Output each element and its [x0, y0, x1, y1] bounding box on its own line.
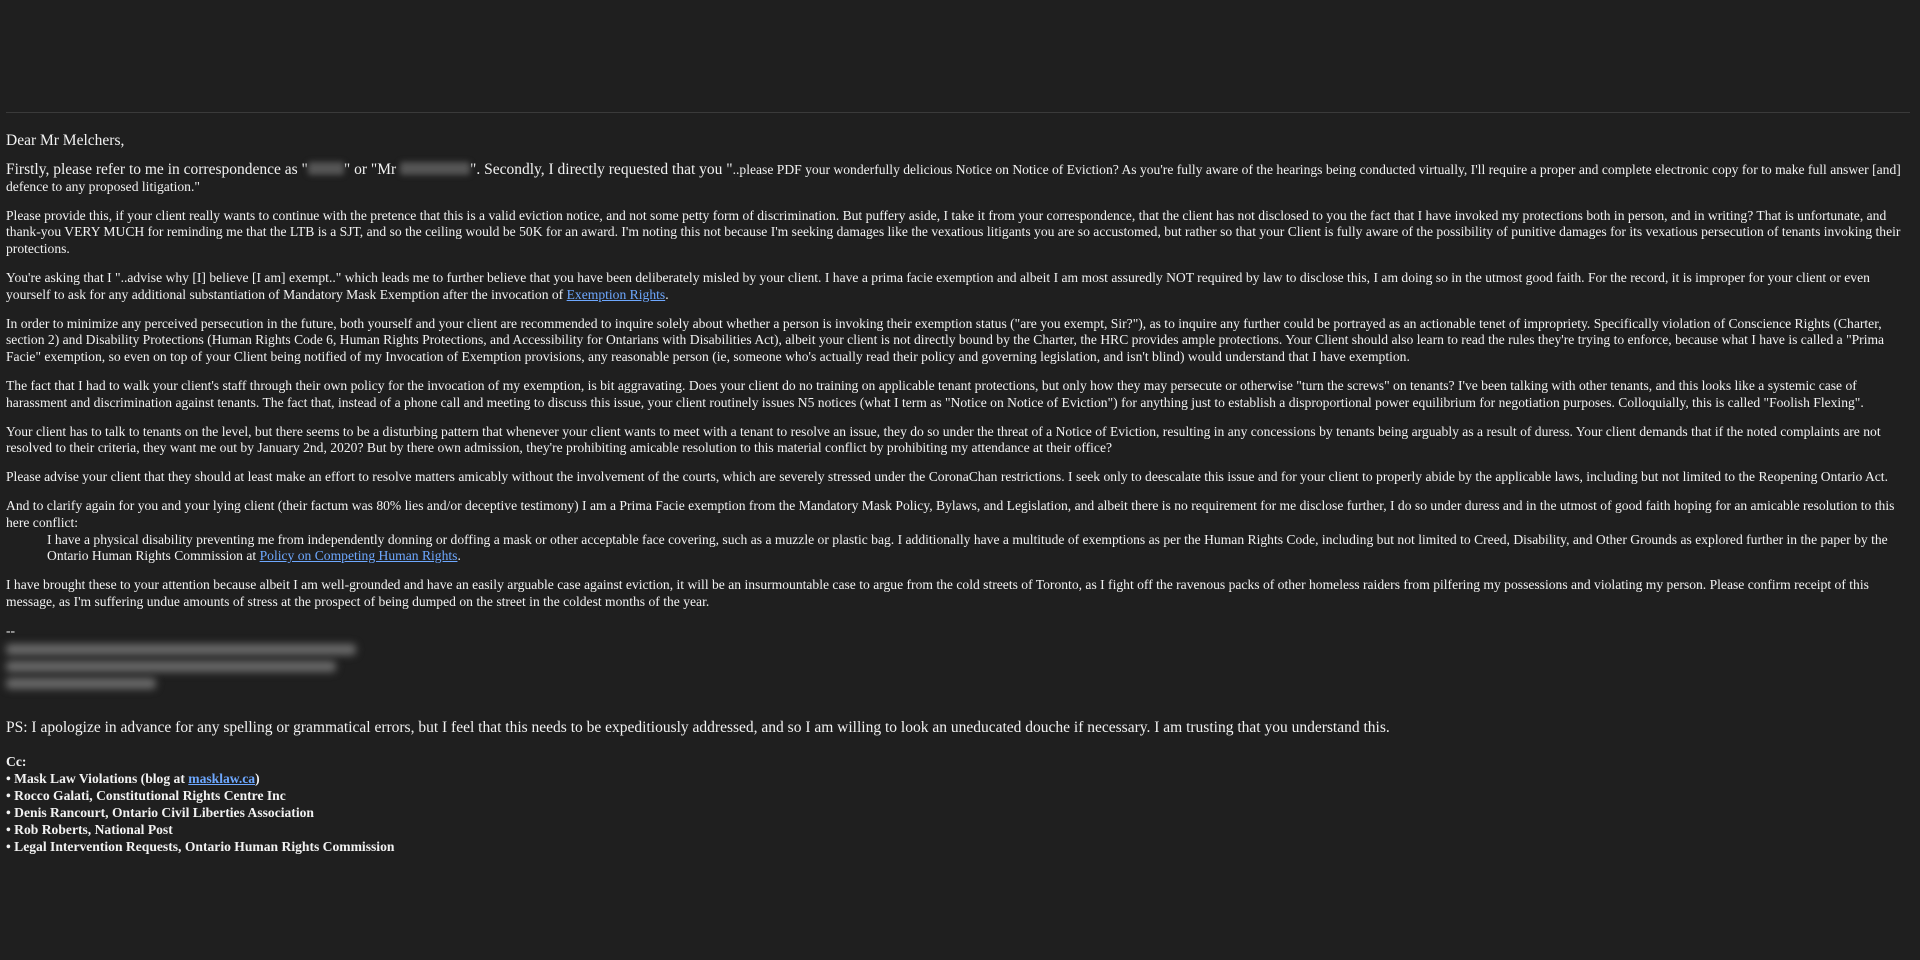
header-area: [0, 0, 1920, 112]
redacted-name: [308, 162, 344, 175]
paragraph-1: Firstly, please refer to me in correspondence as " " or "Mr ". Secondly, I directly requested that you "..please PDF your wonderfully delicious Notice on Notice of Eviction? As you're fully aware of the hearings being conducted virtually, I'll require a proper and complete electronic copy for to make full answer [and] defence to any proposed litigation.": [6, 161, 1901, 194]
postscript: PS: I apologize in advance for any spelling or grammatical errors, but I feel that this needs to be expeditiously addressed, and so I am willing to look an uneducated douche if necessary. I am trusting that you understand this.: [6, 718, 1390, 736]
email-body: [6, 132, 1910, 855]
competing-human-rights-link[interactable]: Policy on Competing Human Rights: [259, 548, 458, 564]
cc-list: [6, 753, 1910, 855]
paragraph-5: The fact that I had to walk your client's staff through their own policy for the invocation of my exemption, is bit aggravating. Does your client do no training on applicable tenant protections, but only how they may persecute or otherwise "turn the screws" on tenants? I've been talking with other tenants, and this looks like a systemic case of harassment and discrimination against tenants. The fact that, instead of a phone call and meeting to discuss this issue, your client routinely issues N5 notices (what I term as "Notice on Notice of Eviction") for anything just to establish a disproportional power equilibrium for negotiation purposes. Colloquially, this is called "Foolish Flexing".: [6, 377, 1864, 410]
signature-separator: --: [6, 622, 16, 638]
cc-item: • Denis Rancourt, Ontario Civil Liberties Association: [6, 804, 314, 820]
paragraph-8-indented: I have a physical disability preventing me from independently donning or doffing a mask or other acceptable face covering, such as a muzzle or plastic bag. I additionally have a multitude of exemptions as per the Human Rights Code, including but not limited to Creed, Disability, and Other Grounds as explored further in the paper by the Ontario Human Rights Commission at Policy on Competing Human Rights.: [47, 531, 1888, 564]
masklaw-link[interactable]: masklaw.ca: [188, 770, 256, 786]
paragraph-8: And to clarify again for you and your lying client (their factum was 80% lies and/or deceptive testimony) I am a Prima Facie exemption from the Mandatory Mask Policy, Bylaws, and Legislation, and albeit there is no requirement for me disclose further, I do so under duress and in the utmost of good faith hoping for an amicable resolution to this here conflict:: [6, 497, 1895, 530]
paragraph-4: In order to minimize any perceived persecution in the future, both yourself and your client are recommended to inquire solely about whether a person is invoking their exemption status ("are you exempt, Sir?"), as to inquire any further could be portrayed as an actionable tenet of impropriety. Specifically violation of Conscience Rights (Charter, section 2) and Disability Protections (Human Rights Code 6, Human Rights Protections, and Accessibility for Ontarians with Disabilities Act), albeit your client is not directly bound by the Charter, the HRC provides ample protections. Your Client should also learn to read the rules they're trying to enforce, because what I have is called a "Prima Facie" exemption, so even on top of your Client being notified of my Invocation of Exemption provisions, any reasonable person (ie, someone who's actually read their policy and governing legislation, and isn't blind) would understand that I have exemption.: [6, 315, 1885, 365]
paragraph-2: Please provide this, if your client really wants to continue with the pretence that this is a valid eviction notice, and not some petty form of discrimination. But puffery aside, I take it from your correspondence, that the client has not disclosed to you the fact that I have invoked my protections both in person, and in writing? That is unfortunate, and thank-you VERY MUCH for reminding me that the LTB is a SJT, and so the ceiling would be 50K for an award. I'm noting this not because I'm seeking damages like the vexatious litigants you are so accustomed, but rather so that your Client is fully aware of the possibility of punitive damages for its vexatious persecution of tenants invoking their protections.: [6, 207, 1901, 257]
paragraph-6: Your client has to talk to tenants on the level, but there seems to be a disturbing pattern that whenever your client wants to meet with a tenant to resolve an issue, they do so under the threat of a Notice of Eviction, resulting in any concessions by tenants being arguably as a result of duress. Your client demands that if the noted complaints are not resolved to their criteria, they want me out by January 2nd, 2020? But by there own admission, they're prohibiting amicable resolution to this material conflict by prohibiting my attendance at their office?: [6, 423, 1881, 456]
redacted-signature: [6, 644, 366, 689]
cc-item: • Rocco Galati, Constitutional Rights Centre Inc: [6, 787, 286, 803]
cc-item: • Legal Intervention Requests, Ontario Human Rights Commission: [6, 838, 395, 854]
exemption-rights-link[interactable]: Exemption Rights: [566, 286, 666, 302]
redacted-surname: [400, 162, 470, 175]
cc-item: • Rob Roberts, National Post: [6, 821, 173, 837]
email-greeting: Dear Mr Melchers,: [6, 132, 125, 149]
paragraph-7: Please advise your client that they should at least make an effort to resolve matters amicably without the involvement of the courts, which are severely stressed under the CoronaChan restrictions. I seek only to deescalate this issue and for your client to properly abide by the applicable laws, including but not limited to the Reopening Ontario Act.: [6, 469, 1888, 485]
header-divider: [6, 112, 1910, 113]
paragraph-3: You're asking that I "..advise why [I] believe [I am] exempt.." which leads me to further believe that you have been deliberately misled by your client. I have a prima facie exemption and albeit I am most assuredly NOT required by law to disclose this, I am doing so in the utmost good faith. For the record, it is improper for your client or even yourself to ask for any additional substantiation of Mandatory Mask Exemption after the invocation of Exemption Rights.: [6, 269, 1870, 302]
paragraph-9: I have brought these to your attention because albeit I am well-grounded and have an easily arguable case against eviction, it will be an insurmountable case to argue from the cold streets of Toronto, as I fight off the ravenous packs of other homeless raiders from pilfering my possessions and violating my person. Please confirm receipt of this message, as I'm suffering undue amounts of stress at the prospect of being dumped on the street in the coldest months of the year.: [6, 577, 1869, 609]
cc-item: • Mask Law Violations (blog at masklaw.ca): [6, 770, 260, 786]
cc-label: Cc:: [6, 753, 27, 769]
